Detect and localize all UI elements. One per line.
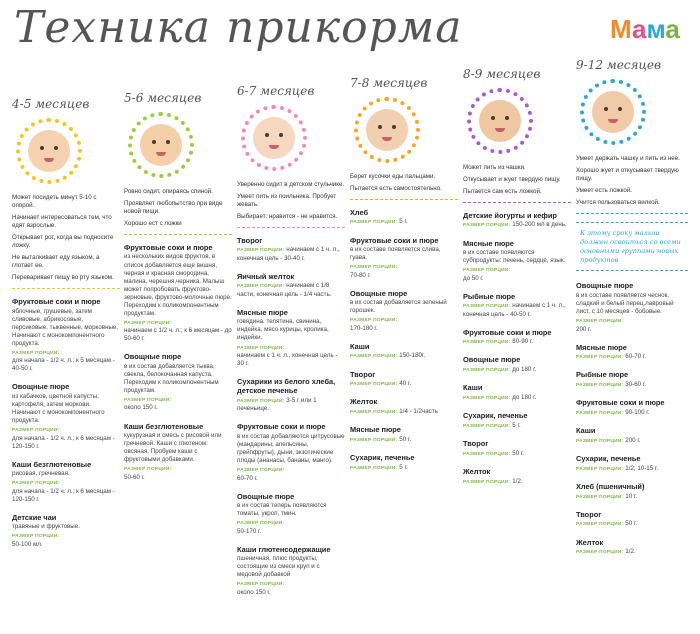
- portion-label: РАЗМЕР ПОРЦИИ:: [350, 220, 398, 226]
- food-item: [576, 482, 688, 501]
- skill-text: Уверенно сидит в детском стульчике.: [237, 180, 345, 188]
- section-divider: [124, 234, 232, 235]
- skill-text: Умеет держать чашку и пить из нее.: [576, 154, 680, 162]
- portion-label: РАЗМЕР ПОРЦИИ:: [463, 395, 511, 401]
- skill-text: Учится пользоваться вилкой.: [576, 198, 660, 206]
- portion-label: РАЗМЕР ПОРЦИИ:: [350, 354, 398, 360]
- portion-value: 1/4 - 1/2часть: [397, 408, 438, 416]
- food-description: яблочные, грушевые, затем сливовые, абрикосовые, персиковые, тыквенные, морковные. Начинают с монокомпонентного продукта.: [12, 307, 119, 348]
- portion-label: РАЗМЕР ПОРЦИИ:: [463, 479, 511, 485]
- food-item: [350, 342, 458, 361]
- portion-value: 1/2; 10-15 г.: [623, 464, 659, 472]
- portion-label: РАЗМЕР ПОРЦИИ:: [576, 355, 624, 361]
- food-item: [124, 243, 232, 343]
- food-item: [237, 272, 345, 299]
- portion-value: для начала - 1/2 ч. л.; к 6 месяцам - 120-150 г.: [12, 434, 115, 450]
- portion-value: 50-170 г.: [237, 527, 262, 535]
- food-item: [576, 538, 688, 557]
- page-title: Техника прикорма: [14, 2, 463, 53]
- skill-text: Умеет есть ложкой.: [576, 186, 633, 194]
- food-description: из кабачков, цветной капусты, картофеля, затем моркови. Начинают с монокомпонентного продукта.: [12, 393, 105, 425]
- section-divider: [12, 288, 120, 289]
- portion-value: 50 г.: [623, 520, 638, 528]
- food-item: [237, 236, 345, 263]
- food-name: Творог: [237, 235, 263, 245]
- portion-label: РАЗМЕР ПОРЦИИ:: [350, 265, 398, 271]
- food-item: [350, 453, 458, 472]
- food-item: [237, 422, 345, 482]
- food-item: [237, 377, 345, 414]
- portion-label: РАЗМЕР ПОРЦИИ:: [350, 318, 398, 324]
- age-heading: 9-12 месяцев: [576, 58, 661, 72]
- food-name: Каши: [576, 426, 596, 436]
- skill-text: Пытается есть самостоятельно.: [350, 184, 442, 192]
- portion-label: РАЗМЕР ПОРЦИИ:: [576, 494, 624, 500]
- portion-value: 150-180г.: [397, 352, 426, 360]
- food-item: [237, 308, 345, 368]
- food-name: Яичный желток: [237, 271, 295, 281]
- skill-text: Переваривает пищу во рту языком.: [12, 274, 114, 282]
- portion-label: РАЗМЕР ПОРЦИИ:: [463, 423, 511, 429]
- food-name: Мясные пюре: [463, 238, 514, 248]
- food-name: Мясные пюре: [350, 425, 401, 435]
- portion-label: РАЗМЕР ПОРЦИИ:: [576, 438, 624, 444]
- skill-text: Откусывает и жует твердую пищу.: [463, 175, 561, 183]
- skills-list: [237, 181, 345, 221]
- portion-value: до 180 г.: [510, 393, 537, 401]
- portion-value: до 50 г.: [463, 274, 484, 282]
- skill-text: Берет кусочки еды пальцами.: [350, 172, 436, 180]
- food-description: в их состав добавляется зеленый горошек.: [350, 299, 447, 315]
- baby-photo: [354, 97, 420, 163]
- food-item: [350, 236, 458, 280]
- food-name: Каши безглютеновые: [124, 421, 204, 431]
- food-item: [576, 398, 688, 417]
- portion-label: РАЗМЕР ПОРЦИИ:: [237, 582, 285, 588]
- food-item: [576, 370, 688, 389]
- baby-photo: [128, 112, 194, 178]
- food-item: [463, 467, 571, 486]
- skill-text: Может пить из чашки.: [463, 163, 526, 171]
- food-item: [350, 370, 458, 389]
- food-item: [350, 397, 458, 416]
- portion-value: 10 г.: [623, 492, 638, 500]
- food-name: Детские йогурты и кефир: [463, 210, 557, 220]
- food-description: в их составе появляется слива, гуава.: [350, 246, 441, 262]
- portion-label: РАЗМЕР ПОРЦИИ:: [12, 534, 60, 540]
- portion-label: РАЗМЕР ПОРЦИИ:: [237, 248, 285, 254]
- skill-text: Может посидеть минут 5-10 с опорой.: [12, 193, 97, 209]
- portion-value: 200 г.: [576, 325, 592, 333]
- age-heading: 5-6 месяцев: [124, 91, 202, 105]
- food-name: Творог: [576, 509, 602, 519]
- food-item: [237, 545, 345, 597]
- portion-label: РАЗМЕР ПОРЦИИ:: [12, 481, 60, 487]
- portion-label: РАЗМЕР ПОРЦИИ:: [350, 437, 398, 443]
- food-name: Творог: [350, 369, 376, 379]
- food-name: Сухарики из белого хлеба, детское печенье: [237, 376, 336, 396]
- skills-list: [463, 164, 571, 196]
- portion-value: начинаем с 1 ч. л., конечная цель - 30-40 г.: [237, 246, 340, 262]
- portion-label: РАЗМЕР ПОРЦИИ:: [237, 399, 285, 405]
- skills-list: [124, 188, 232, 228]
- skill-text: Хорошо ест с ложки: [124, 219, 182, 227]
- portion-label: РАЗМЕР ПОРЦИИ:: [463, 368, 511, 374]
- skill-text: Не выталкивает еду языком, а глотает ее.: [12, 253, 100, 270]
- portion-label: РАЗМЕР ПОРЦИИ:: [350, 382, 398, 388]
- skill-text: Умеет пить из поильника. Пробует жевать.: [237, 192, 337, 208]
- food-name: Фруктовые соки и пюре: [12, 297, 101, 307]
- portion-value: 1/2.: [623, 548, 636, 556]
- portion-value: 70-80 г.: [350, 271, 371, 279]
- portion-label: РАЗМЕР ПОРЦИИ:: [463, 268, 511, 274]
- portion-value: 50-100 мл.: [12, 540, 43, 548]
- food-name: Мясные пюре: [576, 342, 627, 352]
- portion-value: 3-5 г или 1 печеньице.: [237, 397, 317, 413]
- food-item: [463, 439, 571, 458]
- portion-label: РАЗМЕР ПОРЦИИ:: [12, 351, 60, 357]
- portion-value: 50 г.: [397, 435, 412, 443]
- baby-photo: [241, 105, 307, 171]
- food-name: Сухарик, печенье: [350, 453, 415, 463]
- food-name: Фруктовые соки и пюре: [350, 235, 439, 245]
- portion-label: РАЗМЕР ПОРЦИИ:: [576, 550, 624, 556]
- age-heading: 7-8 месяцев: [350, 76, 428, 90]
- food-name: Желток: [463, 466, 491, 476]
- portion-label: РАЗМЕР ПОРЦИИ:: [124, 398, 172, 404]
- skill-text: Ровно сидит, опираясь спиной.: [124, 187, 213, 195]
- food-name: Каши глютенсодержащие: [237, 544, 331, 554]
- section-divider: [576, 213, 688, 214]
- food-item: [576, 510, 688, 529]
- portion-value: 60-70 г.: [237, 474, 258, 482]
- age-heading: 4-5 месяцев: [12, 97, 90, 111]
- food-name: Желток: [350, 397, 378, 407]
- portion-value: до 180 г.: [510, 366, 537, 374]
- food-item: [124, 352, 232, 412]
- skill-text: Открывает рот, когда вы подносите ложку.: [12, 233, 114, 249]
- food-name: Овощные пюре: [576, 281, 634, 291]
- food-name: Хлеб: [350, 207, 369, 217]
- food-item: [463, 328, 571, 347]
- food-name: Хлеб (пшеничный): [576, 481, 645, 491]
- portion-value: начинаем с 1 ч. л., конечная цель - 30 г.: [237, 351, 338, 367]
- portion-label: РАЗМЕР ПОРЦИИ:: [576, 410, 624, 416]
- food-description: рисовая, гречневая.: [12, 470, 70, 478]
- portion-value: 90-100 г.: [623, 408, 650, 416]
- skills-list: [576, 155, 688, 207]
- food-description: в их составе появляется чеснок, сладкий и белый перец,лавровый лист, с 10 месяцев - бобовые.: [576, 292, 674, 316]
- portion-value: для начала - 1/2 ч. л.; к 6 месяцам - 120-150 г.: [12, 487, 115, 503]
- food-name: Каши безглютеновые: [12, 459, 92, 469]
- food-name: Сухарик, печенье: [463, 411, 528, 421]
- food-name: Мясные пюре: [237, 307, 288, 317]
- portion-value: для начала - 1/2 ч. л.; к 5 месяцам - 40-50 г.: [12, 357, 115, 373]
- food-description: в их состав теперь появляются томаты, укроп, тмин.: [237, 502, 327, 518]
- portion-label: РАЗМЕР ПОРЦИИ:: [124, 467, 172, 473]
- portion-value: 1/2.: [510, 477, 523, 485]
- portion-label: РАЗМЕР ПОРЦИИ:: [12, 428, 60, 434]
- food-item: [12, 513, 120, 549]
- portion-value: 170-180 г.: [350, 324, 378, 332]
- brand-logo: Мама: [610, 14, 680, 44]
- food-name: Фруктовые соки и пюре: [463, 327, 552, 337]
- food-item: [12, 297, 120, 373]
- food-name: Творог: [463, 439, 489, 449]
- portion-value: 5 г.: [397, 463, 408, 471]
- food-description: в их состав добавляются цитрусовые (мандарины, апельсины, грейпфруты), дыни, экзотические плоды (ананасы, бананы, манго).: [237, 433, 345, 465]
- section-divider: [350, 199, 458, 200]
- portion-value: начинаем с 1 ч. л., конечная цель - 40-50 г.: [463, 302, 566, 318]
- section-divider: [237, 227, 345, 228]
- skills-list: [12, 194, 120, 283]
- portion-label: РАЗМЕР ПОРЦИИ:: [463, 304, 511, 310]
- food-name: Желток: [576, 537, 604, 547]
- food-description: из нескольких видов фруктов, в список добавляется еще вишня, черная и красная смородина, малина, черешня,черника. Малыш может попробовать фруктово-зерновые, фруктово-молочные пюре. Переходим к поликомпонентным продуктам.: [124, 253, 232, 317]
- food-description: в их составе появляются субпродукты: печень, сердце, язык.: [463, 249, 566, 265]
- food-item: [124, 422, 232, 482]
- age-column: [237, 84, 345, 606]
- food-item: [12, 382, 120, 450]
- age-column: [124, 91, 232, 491]
- food-name: Фруктовые соки и пюре: [576, 398, 665, 408]
- portion-label: РАЗМЕР ПОРЦИИ:: [237, 468, 285, 474]
- skill-text: Хорошо жует и откусывает твердую пищу.: [576, 166, 679, 182]
- portion-value: 40 г.: [397, 380, 412, 388]
- age-heading: 6-7 месяцев: [237, 84, 315, 98]
- age-column: [576, 58, 688, 565]
- portion-value: 150-200 мл в день.: [510, 221, 567, 229]
- food-name: Рыбные пюре: [576, 370, 629, 380]
- food-item: [463, 239, 571, 283]
- food-name: Каши: [463, 383, 483, 393]
- portion-value: 5 г.: [397, 218, 408, 226]
- food-name: Рыбные пюре: [463, 291, 516, 301]
- portion-label: РАЗМЕР ПОРЦИИ:: [124, 320, 172, 326]
- portion-value: 50 г.: [510, 449, 525, 457]
- age-column: [463, 67, 571, 495]
- portion-value: начинаем с 1/2 ч. л.; к 6 месяцам - до 50-60 г.: [124, 327, 232, 343]
- portion-label: РАЗМЕР ПОРЦИИ:: [576, 522, 624, 528]
- food-name: Детские чаи: [12, 512, 57, 522]
- food-description: пшеничная, плюс продукты, состоящие из смеси круп и с медовой добавкой: [237, 555, 320, 579]
- portion-value: 200 г.: [623, 436, 641, 444]
- food-item: [350, 425, 458, 444]
- skill-text: Проявляет любопытство при виде новой пищи.: [124, 199, 223, 215]
- age-column: [12, 97, 120, 558]
- portion-label: РАЗМЕР ПОРЦИИ:: [463, 223, 511, 229]
- baby-photo: [16, 118, 82, 184]
- portion-label: РАЗМЕР ПОРЦИИ:: [350, 410, 398, 416]
- food-description: говядина, телятина, свинина, индейка, мясо курицы, кролика, индейки.: [237, 318, 329, 342]
- food-item: [463, 355, 571, 374]
- portion-label: РАЗМЕР ПОРЦИИ:: [237, 345, 285, 351]
- food-name: Фруктовые соки и пюре: [124, 242, 213, 252]
- portion-value: 50-60 г.: [124, 473, 145, 481]
- food-description: травяные и фруктовые.: [12, 523, 80, 531]
- portion-value: 60-70 г.: [623, 353, 647, 361]
- portion-label: РАЗМЕР ПОРЦИИ:: [237, 284, 285, 290]
- food-item: [463, 292, 571, 319]
- skill-text: Пытается сам есть ложкой.: [463, 187, 542, 195]
- food-item: [576, 426, 688, 445]
- food-name: Фруктовые соки и пюре: [237, 422, 326, 432]
- section-divider: [463, 202, 571, 203]
- food-item: [576, 454, 688, 473]
- portion-label: РАЗМЕР ПОРЦИИ:: [576, 319, 624, 325]
- age-column: [350, 76, 458, 481]
- food-name: Овощные пюре: [463, 355, 521, 365]
- baby-photo: [580, 79, 646, 145]
- portion-label: РАЗМЕР ПОРЦИИ:: [576, 383, 624, 389]
- baby-photo: [467, 88, 533, 154]
- food-item: [463, 383, 571, 402]
- portion-value: 30-60 г.: [623, 381, 647, 389]
- skills-list: [350, 173, 458, 193]
- portion-label: РАЗМЕР ПОРЦИИ:: [576, 466, 624, 472]
- food-item: [350, 289, 458, 333]
- food-item: [576, 281, 688, 333]
- food-name: Овощные пюре: [237, 491, 295, 501]
- food-item: [237, 492, 345, 536]
- portion-value: 5 г.: [510, 421, 521, 429]
- food-name: Овощные пюре: [350, 288, 408, 298]
- food-name: Овощные пюре: [12, 382, 70, 392]
- portion-value: начинаем с 1/8 части, конечная цель - 1/4 часть.: [237, 282, 332, 298]
- food-item: [12, 460, 120, 504]
- food-item: [576, 343, 688, 362]
- portion-value: 80-90 г.: [510, 338, 534, 346]
- food-description: в их состав добавляется тыква, свекла, белокочанная капуста. Переходим к поликомпонентным продуктам.: [124, 362, 219, 395]
- food-item: [463, 411, 571, 430]
- food-name: Овощные пюре: [124, 352, 182, 362]
- portion-value: около 150 г.: [124, 404, 158, 412]
- milestone-note: К этому сроку малыш должен освоиться со всеми основными группами новых продуктов: [576, 222, 688, 272]
- skill-text: Начинает интересоваться тем, что едят взрослые.: [12, 213, 112, 229]
- food-item: [350, 208, 458, 227]
- food-name: Сухарик, печенье: [576, 454, 641, 464]
- food-item: [463, 211, 571, 230]
- portion-value: около 150 г.: [237, 588, 271, 596]
- portion-label: РАЗМЕР ПОРЦИИ:: [463, 451, 511, 457]
- portion-label: РАЗМЕР ПОРЦИИ:: [350, 465, 398, 471]
- portion-label: РАЗМЕР ПОРЦИИ:: [237, 521, 285, 527]
- age-heading: 8-9 месяцев: [463, 67, 541, 81]
- food-description: кукурузная и смесь с рисовой или гречневой. Каши с глютеном: овсяная. Пробуем каши с фруктовыми добавками.: [124, 432, 222, 464]
- food-name: Каши: [350, 341, 370, 351]
- skill-text: Выбирает: нравится - не нравится.: [237, 212, 338, 220]
- portion-label: РАЗМЕР ПОРЦИИ:: [463, 340, 511, 346]
